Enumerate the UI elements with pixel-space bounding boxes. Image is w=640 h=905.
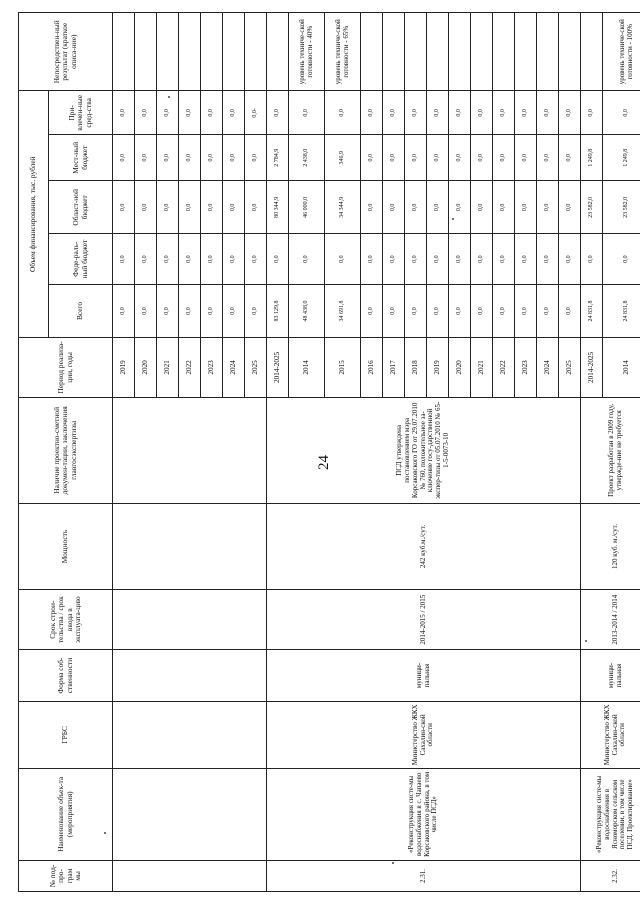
ownership-cell: муници-пальная: [267, 650, 581, 702]
local-cell: 0,0: [361, 135, 383, 181]
ownership-cell: муници-пальная: [581, 650, 640, 702]
extra-cell: 0,0: [493, 91, 515, 135]
result-cell: [405, 13, 427, 91]
total-cell: 0,0: [135, 284, 157, 337]
extra-cell: 0,0: [449, 91, 471, 135]
extra-cell: 0,0: [471, 91, 493, 135]
capacity-cell: 120 куб. м./сут.: [581, 503, 640, 589]
total-cell: 0,0: [245, 284, 267, 337]
local-cell: 0,0: [157, 135, 179, 181]
extra-cell: 0,0: [405, 91, 427, 135]
term-cell: [113, 590, 267, 650]
local-cell: 0,0: [537, 135, 559, 181]
federal-cell: 0,0: [289, 234, 325, 285]
header-extra: При-влечен-ные сред-ства: [49, 91, 113, 135]
result-cell: [471, 13, 493, 91]
speck: [452, 218, 454, 220]
name-cell: [113, 768, 267, 860]
speck: [104, 832, 106, 834]
federal-cell: 0,0: [427, 234, 449, 285]
regional-cell: 0,0: [449, 181, 471, 234]
local-cell: 0,0: [135, 135, 157, 181]
period-cell: 2014: [603, 337, 640, 397]
extra-cell: 0,0: [223, 91, 245, 135]
header-total: Всего: [49, 284, 113, 337]
extra-cell: 0,0: [289, 91, 325, 135]
regional-cell: 0,0: [427, 181, 449, 234]
capacity-cell: 242 куб.м./сут.: [267, 503, 581, 589]
period-cell: 2021: [157, 337, 179, 397]
period-cell: 2022: [493, 337, 515, 397]
federal-cell: 0,0: [325, 234, 361, 285]
extra-cell: 0,0: [325, 91, 361, 135]
no-cell: 2.32.: [581, 860, 640, 891]
design-cell: Проект разработан в 2009 году, утвержде-ние не требуется: [581, 397, 640, 503]
regional-cell: 0,0: [157, 181, 179, 234]
local-cell: 0,0: [201, 135, 223, 181]
header-no: № под-про-грам мы: [19, 860, 113, 891]
extra-cell: 0,0: [537, 91, 559, 135]
total-cell: 0,0: [383, 284, 405, 337]
result-cell: [537, 13, 559, 91]
result-cell: [179, 13, 201, 91]
header-federal: Феде-раль-ный бюджет: [49, 234, 113, 285]
extra-cell: 0,0: [427, 91, 449, 135]
rotated-table-wrapper: [18, 12, 635, 892]
total-cell: 0,0: [515, 284, 537, 337]
federal-cell: 0,0: [267, 234, 289, 285]
speck: [168, 96, 170, 98]
extra-cell: 0,0: [157, 91, 179, 135]
local-cell: 0,0: [559, 135, 581, 181]
period-cell: 2020: [135, 337, 157, 397]
result-cell: [267, 13, 289, 91]
local-cell: 1 249,8: [581, 135, 603, 181]
total-cell: 0,0: [361, 284, 383, 337]
result-cell: [427, 13, 449, 91]
result-cell: [201, 13, 223, 91]
period-cell: 2016: [361, 337, 383, 397]
period-cell: 2020: [449, 337, 471, 397]
federal-cell: 0,0: [405, 234, 427, 285]
period-cell: 2025: [245, 337, 267, 397]
total-cell: 34 691,8: [325, 284, 361, 337]
federal-cell: 0,0: [559, 234, 581, 285]
extra-cell: 0,0: [603, 91, 640, 135]
regional-cell: 80 344,9: [267, 181, 289, 234]
regional-cell: 0,0: [245, 181, 267, 234]
result-cell: [361, 13, 383, 91]
result-cell: уровень техниче-ской готовности - 100%: [603, 13, 640, 91]
capacity-cell: [113, 503, 267, 589]
local-cell: 1 249,8: [603, 135, 640, 181]
period-cell: 2014-2025: [267, 337, 289, 397]
extra-cell: 0,0: [135, 91, 157, 135]
local-cell: 2 438,0: [289, 135, 325, 181]
federal-cell: 0,0: [245, 234, 267, 285]
federal-cell: 0,0: [223, 234, 245, 285]
period-cell: 2022: [179, 337, 201, 397]
extra-cell: 0,0: [113, 91, 135, 135]
result-cell: уровень техниче-ской готовности - 65%: [325, 13, 361, 91]
local-cell: 0,0: [427, 135, 449, 181]
result-cell: [223, 13, 245, 91]
result-cell: [581, 13, 603, 91]
extra-cell: 0,0: [581, 91, 603, 135]
grbs-cell: Министерство ЖКХ Сахалин-ской области: [267, 701, 581, 768]
total-cell: 24 831,8: [581, 284, 603, 337]
total-cell: 0,0: [427, 284, 449, 337]
total-cell: 0,0: [537, 284, 559, 337]
federal-cell: 0,0: [449, 234, 471, 285]
grbs-cell: Министерство ЖКХ Сахалин-ской области: [581, 701, 640, 768]
federal-cell: 0,0: [157, 234, 179, 285]
period-cell: 2024: [537, 337, 559, 397]
period-cell: 2015: [325, 337, 361, 397]
total-cell: 0,0: [405, 284, 427, 337]
speck: [585, 640, 587, 642]
result-cell: [515, 13, 537, 91]
name-cell: «Реконструкция систе-мы водоснабжения в Ясноморском сельском поселении, в том числе ПСД. Проектирование»: [581, 768, 640, 860]
period-cell: 2014-2025: [581, 337, 603, 397]
period-cell: 2014: [289, 337, 325, 397]
federal-cell: 0,0: [201, 234, 223, 285]
regional-cell: 0,0: [559, 181, 581, 234]
header-grbs: ГРБС: [19, 701, 113, 768]
design-cell: ПСД утверждена постановлением мэра Корсаковского ГО от 29.07.2010 № 760, положительное за-ключение госу-дарственной экспер-тизы от 05.07.2010 № 65-1-5-0073-10: [267, 397, 581, 503]
federal-cell: 0,0: [361, 234, 383, 285]
total-cell: 0,0: [471, 284, 493, 337]
regional-cell: 0,0: [201, 181, 223, 234]
regional-cell: 0,0: [135, 181, 157, 234]
local-cell: 2 784,9: [267, 135, 289, 181]
regional-cell: 0,0: [537, 181, 559, 234]
table-row: [113, 13, 135, 892]
total-cell: 0,0: [493, 284, 515, 337]
extra-cell: 0,0: [361, 91, 383, 135]
local-cell: 0,0: [449, 135, 471, 181]
result-cell: [245, 13, 267, 91]
header-name: Наименование объек-та (мероприятия): [19, 768, 113, 860]
result-cell: уровень техниче-ской готовности - 40%: [289, 13, 325, 91]
table-row: [581, 13, 603, 892]
result-cell: [135, 13, 157, 91]
local-cell: 0,0: [515, 135, 537, 181]
regional-cell: 0,0: [493, 181, 515, 234]
period-cell: 2017: [383, 337, 405, 397]
extra-cell: 0,0-: [245, 91, 267, 135]
header-capacity: Мощность: [19, 503, 113, 589]
regional-cell: 0,0: [361, 181, 383, 234]
header-local: Мест-ный бюджет: [49, 135, 113, 181]
local-cell: 0,0: [223, 135, 245, 181]
table-row: [267, 13, 289, 892]
total-cell: 0,0: [559, 284, 581, 337]
extra-cell: 0,0: [179, 91, 201, 135]
result-cell: [383, 13, 405, 91]
header-result: Непосредствен-ный результат (краткое описа-ние): [19, 13, 113, 91]
total-cell: 0,0: [113, 284, 135, 337]
federal-cell: 0,0: [179, 234, 201, 285]
regional-cell: 34 344,9: [325, 181, 361, 234]
federal-cell: 0,0: [537, 234, 559, 285]
result-cell: [157, 13, 179, 91]
speck: [392, 862, 394, 864]
period-cell: 2023: [515, 337, 537, 397]
period-cell: 2024: [223, 337, 245, 397]
extra-cell: 0,0: [559, 91, 581, 135]
local-cell: 0,0: [179, 135, 201, 181]
financing-table: [18, 12, 640, 892]
regional-cell: 0,0: [113, 181, 135, 234]
federal-cell: 0,0: [135, 234, 157, 285]
term-cell: 2013-2014 / 2014: [581, 590, 640, 650]
header-term: Срок строи-тельства / срок ввода в эксплуата-цию: [19, 590, 113, 650]
regional-cell: 23 582,0: [581, 181, 603, 234]
page-number: 24: [316, 455, 332, 470]
name-cell: «Реконструкция систе-мы водоснабжения в с. Чапаево Корсаковского района, в том числе ПСД»: [267, 768, 581, 860]
period-cell: 2023: [201, 337, 223, 397]
regional-cell: 0,0: [405, 181, 427, 234]
design-cell: [113, 397, 267, 503]
header-funding: Объем финансирования, тыс. рублей: [19, 91, 49, 338]
local-cell: 0,0: [113, 135, 135, 181]
extra-cell: 0,0: [201, 91, 223, 135]
no-cell: 2.31.: [267, 860, 581, 891]
regional-cell: 0,0: [471, 181, 493, 234]
period-cell: 2019: [427, 337, 449, 397]
result-cell: [113, 13, 135, 91]
federal-cell: 0,0: [603, 234, 640, 285]
period-cell: 2019: [113, 337, 135, 397]
local-cell: 0,0: [471, 135, 493, 181]
regional-cell: 0,0: [383, 181, 405, 234]
header-ownership: Форма соб-ственности: [19, 650, 113, 702]
no-cell: [113, 860, 267, 891]
local-cell: 346,9: [325, 135, 361, 181]
table-header: [19, 13, 113, 892]
total-cell: 0,0: [449, 284, 471, 337]
term-cell: 2014-2015 / 2015: [267, 590, 581, 650]
extra-cell: 0,0: [383, 91, 405, 135]
federal-cell: 0,0: [581, 234, 603, 285]
grbs-cell: [113, 701, 267, 768]
result-cell: [559, 13, 581, 91]
regional-cell: 23 582,0: [603, 181, 640, 234]
total-cell: 83 129,8: [267, 284, 289, 337]
total-cell: 0,0: [157, 284, 179, 337]
federal-cell: 0,0: [383, 234, 405, 285]
extra-cell: 0,0: [515, 91, 537, 135]
header-design: Наличие проектно-сметной докумен-тации, заключения главгосэкспертизы: [19, 397, 113, 503]
ownership-cell: [113, 650, 267, 702]
local-cell: 0,0: [245, 135, 267, 181]
period-cell: 2021: [471, 337, 493, 397]
federal-cell: 0,0: [493, 234, 515, 285]
local-cell: 0,0: [405, 135, 427, 181]
federal-cell: 0,0: [113, 234, 135, 285]
result-cell: [449, 13, 471, 91]
federal-cell: 0,0: [515, 234, 537, 285]
regional-cell: 0,0: [515, 181, 537, 234]
period-cell: 2018: [405, 337, 427, 397]
total-cell: 48 438,0: [289, 284, 325, 337]
total-cell: 0,0: [179, 284, 201, 337]
total-cell: 0,0: [201, 284, 223, 337]
regional-cell: 0,0: [179, 181, 201, 234]
total-cell: 24 831,8: [603, 284, 640, 337]
federal-cell: 0,0: [471, 234, 493, 285]
local-cell: 0,0: [383, 135, 405, 181]
regional-cell: 46 000,0: [289, 181, 325, 234]
extra-cell: 0,0: [267, 91, 289, 135]
total-cell: 0,0: [223, 284, 245, 337]
header-period: Период реализа-ции, годы: [19, 337, 113, 397]
header-regional: Област-ной бюджет: [49, 181, 113, 234]
table-body: [113, 13, 640, 892]
result-cell: [493, 13, 515, 91]
period-cell: 2025: [559, 337, 581, 397]
local-cell: 0,0: [493, 135, 515, 181]
regional-cell: 0,0: [223, 181, 245, 234]
